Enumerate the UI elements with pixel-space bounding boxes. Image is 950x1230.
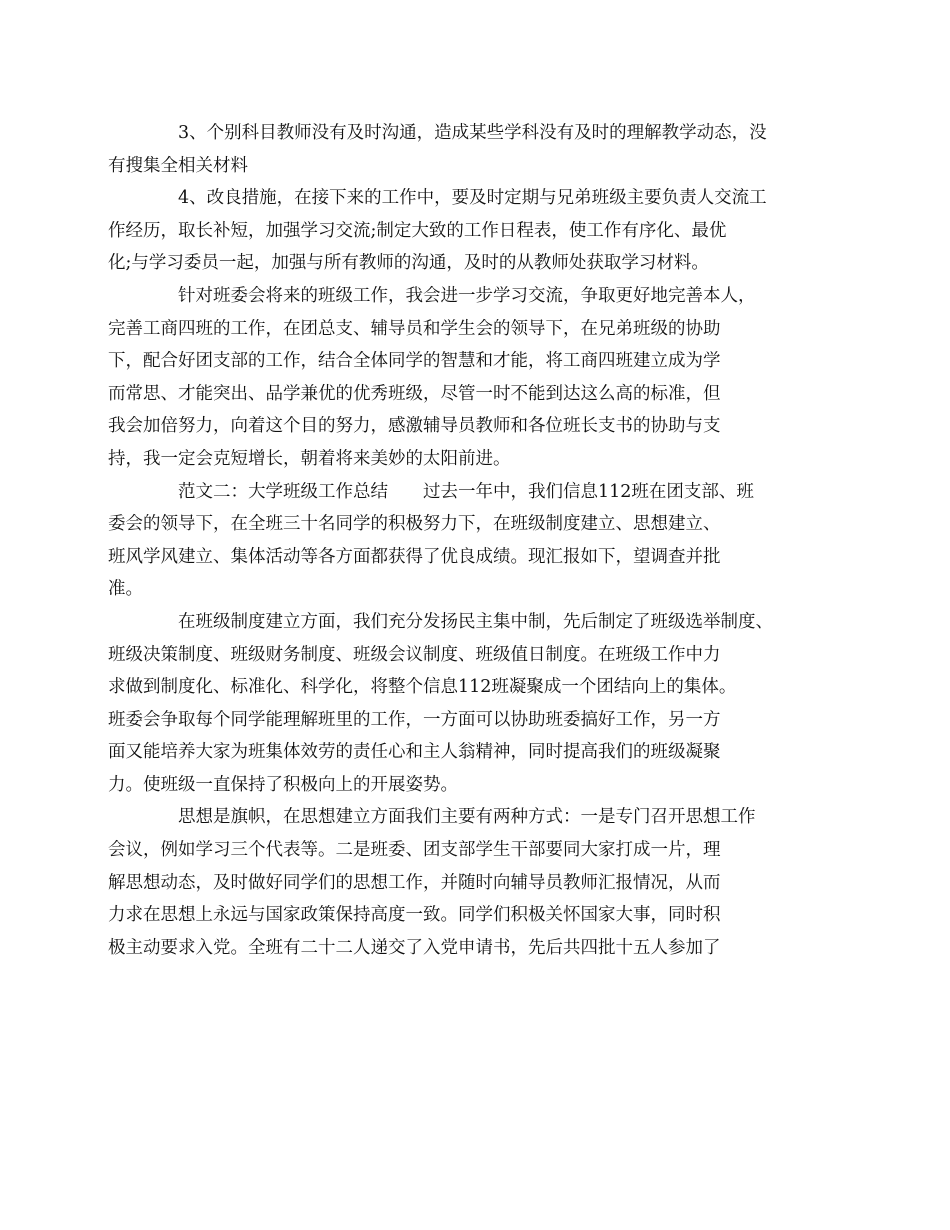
text-line: 会议，例如学习三个代表等。二是班委、团支部学生干部要同大家打成一片，理	[108, 840, 721, 861]
text-line: 作经历，取长补短，加强学习交流;制定大致的工作日程表，使工作有序化、最优	[108, 220, 727, 241]
text-line: 而常思、才能突出、品学兼优的优秀班级，尽管一时不能到达这么高的标准，但	[108, 383, 721, 404]
text-line: 解思想动态，及时做好同学们的思想工作，并随时向辅导员教师汇报情况，从而	[108, 872, 721, 893]
document-body	[108, 117, 808, 964]
text-line: 下，配合好团支部的工作，结合全体同学的智慧和才能，将工商四班建立成为学	[108, 351, 721, 372]
text-line: 思想是旗帜，在思想建立方面我们主要有两种方式：一是专门召开思想工作	[178, 807, 756, 828]
text-line: 准。	[108, 579, 143, 600]
text-line: 3、个别科目教师没有及时沟通，造成某些学科没有及时的理解教学动态，没	[178, 123, 767, 143]
text-line: 我会加倍努力，向着这个目的努力，感激辅导员教师和各位班长支书的协助与支	[108, 416, 721, 437]
text-line: 在班级制度建立方面，我们充分发扬民主集中制，先后制定了班级选举制度、	[178, 611, 773, 632]
text-line: 班委会争取每个同学能理解班里的工作，一方面可以协助班委搞好工作，另一方	[108, 709, 721, 730]
text-line: 范文二：大学班级工作总结 过去一年中，我们信息112班在团支部、班	[178, 481, 754, 502]
paragraph-item-4	[108, 182, 808, 280]
text-line: 极主动要求入党。全班有二十二人递交了入党申请书，先后共四批十五人参加了	[108, 937, 721, 958]
text-line: 面又能培养大家为班集体效劳的责任心和主人翁精神，同时提高我们的班级凝聚	[108, 742, 721, 763]
text-line: 4、改良措施，在接下来的工作中，要及时定期与兄弟班级主要负责人交流工	[178, 188, 767, 209]
text-line: 持，我一定会克短增长，朝着将来美妙的太阳前进。	[108, 448, 511, 469]
text-line: 委会的领导下，在全班三十名同学的积极努力下，在班级制度建立、思想建立、	[108, 514, 721, 535]
text-line: 求做到制度化、标准化、科学化，将整个信息112班凝聚成一个团结向上的集体。	[108, 677, 737, 698]
text-line: 力求在思想上永远与国家政策保持高度一致。同学们积极关怀国家大事，同时积	[108, 905, 721, 926]
text-line: 完善工商四班的工作，在团总支、辅导员和学生会的领导下，在兄弟班级的协助	[108, 318, 721, 339]
paragraph-class-system	[108, 606, 808, 802]
text-line: 针对班委会将来的班级工作，我会进一步学习交流，争取更好地完善本人，	[178, 285, 756, 306]
paragraph-item-3	[108, 117, 808, 182]
text-line: 班风学风建立、集体活动等各方面都获得了优良成绩。现汇报如下，望调查并批	[108, 546, 721, 567]
text-line: 有搜集全相关材料	[108, 155, 248, 176]
paragraph-future-work	[108, 280, 808, 476]
paragraph-ideology	[108, 801, 808, 964]
paragraph-sample-two	[108, 476, 808, 606]
text-line: 班级决策制度、班级财务制度、班级会议制度、班级值日制度。在班级工作中力	[108, 644, 721, 665]
text-line: 化;与学习委员一起，加强与所有教师的沟通，及时的从教师处获取学习材料。	[108, 253, 709, 274]
text-line: 力。使班级一直保持了积极向上的开展姿势。	[108, 774, 458, 795]
